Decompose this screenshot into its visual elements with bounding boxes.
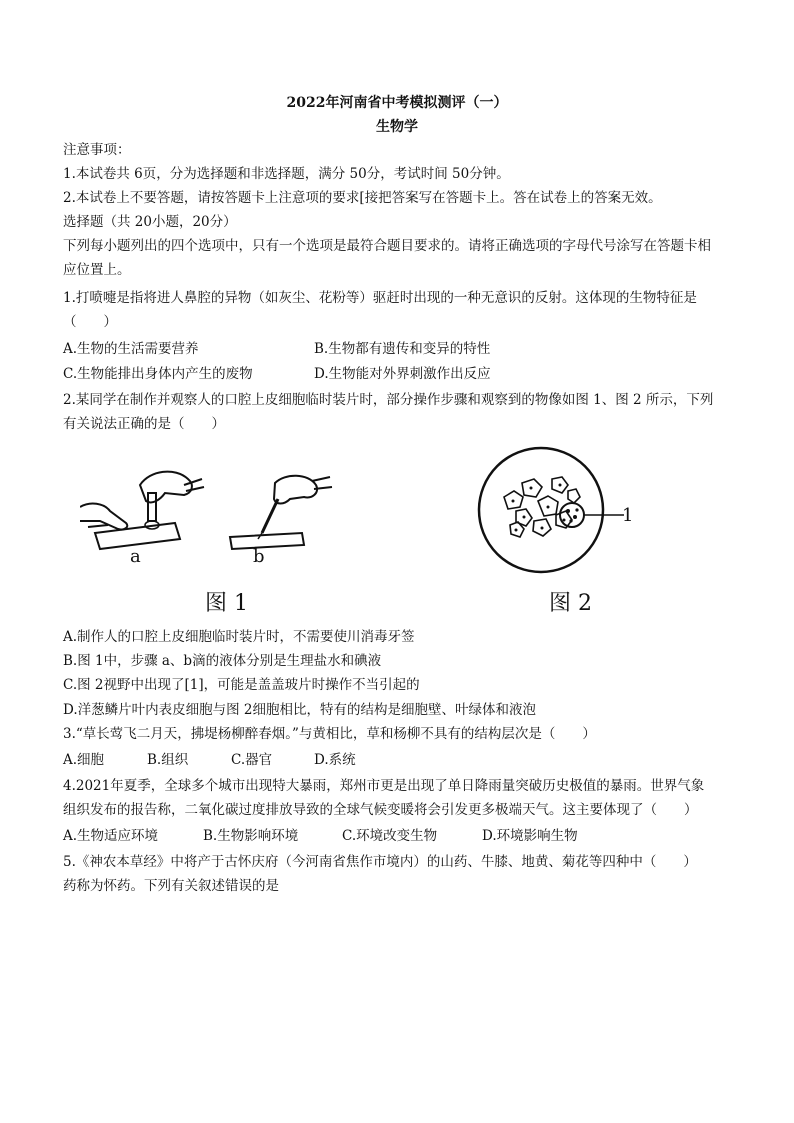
- q1-option-b: B.生物都有遗传和变异的特性: [314, 341, 491, 357]
- figure-2-microscope-view: [476, 445, 646, 575]
- section-heading: 选择题（共 20小题，20分）: [63, 214, 237, 230]
- q3-option-a: A.细胞: [63, 752, 105, 768]
- figure-2-caption: 图 2: [549, 591, 592, 616]
- notes-heading: 注意事项：: [63, 142, 131, 158]
- q5-stem: 5.《神农本草经》中将产于古怀庆府（今河南省焦作市境内）的山药、牛膝、地黄、菊花等四种中（ ）: [63, 854, 697, 870]
- q2-option-d: D.洋葱鳞片叶内表皮细胞与图 2细胞相比，特有的结构是细胞壁、叶绿体和液泡: [63, 702, 537, 718]
- q3-option-d: D.系统: [314, 752, 356, 768]
- figure-1-caption: 图 1: [205, 591, 248, 616]
- exam-subject: 生物学: [376, 119, 418, 135]
- q1-stem-cont: （ ）: [63, 314, 117, 330]
- notes-item-1: 1.本试卷共 6页，分为选择题和非选择题，满分 50分，考试时间 50分钟。: [63, 166, 510, 182]
- figure-2-marker-1: 1: [622, 505, 634, 526]
- q4-option-d: D.环境影响生物: [482, 828, 578, 844]
- q2-option-a: A.制作人的口腔上皮细胞临时装片时，不需要使川消毒牙签: [63, 629, 415, 645]
- q5-stem-cont: 药称为怀药。下列有关叙述错误的是: [63, 878, 279, 894]
- q1-option-c: C.生物能排出身体内产生的废物: [63, 366, 253, 382]
- q4-stem-cont: 组织发布的报告称，二氧化碳过度排放导致的全球气候变暖将会引发更多极端天气。这主要体现了（ ）: [63, 802, 698, 818]
- figure-1-label-a: a: [130, 546, 141, 567]
- q4-stem: 4.2021年夏季，全球多个城市出现特大暴雨，郑州市更是出现了单日降雨量突破历史极值的暴雨。世界气象: [63, 778, 705, 794]
- q3-option-c: C.器官: [231, 752, 273, 768]
- q3-option-b: B.组织: [147, 752, 189, 768]
- q4-option-c: C.环境改变生物: [342, 828, 438, 844]
- q2-option-c: C.图 2视野中出现了[1]，可能是盖盖玻片时操作不当引起的: [63, 677, 420, 693]
- exam-title: 2022年河南省中考模拟测评（一）: [286, 95, 508, 111]
- figure-1-label-b: b: [253, 546, 265, 567]
- section-instruction: 下列每小题列出的四个选项中，只有一个选项是最符合题目要求的。请将正确选项的字母代号涂写在答题卡相: [63, 238, 711, 254]
- q2-option-b: B.图 1中，步骤 a、b滴的液体分别是生理盐水和碘液: [63, 653, 382, 669]
- notes-item-2: 2.本试卷上不要答题，请按答题卡上注意项的要求[接把答案写在答题卡上。答在试卷上的答案无效。: [63, 190, 662, 206]
- q3-stem: 3.“草长莺飞二月天，拂堤杨柳醉春烟。”与黄相比，草和杨柳不具有的结构层次是（ ）: [63, 726, 596, 742]
- q1-stem: 1.打喷嚏是指将进人鼻腔的异物（如灰尘、花粉等）驱赶时出现的一种无意识的反射。这体现的生物特征是: [63, 290, 697, 306]
- figure-1-illustration: [80, 455, 340, 575]
- q1-option-a: A.生物的生活需要营养: [63, 341, 199, 357]
- q2-stem-cont: 有关说法正确的是（ ）: [63, 416, 225, 432]
- q2-stem: 2.某同学在制作并观察人的口腔上皮细胞临时装片时，部分操作步骤和观察到的物像如图 1、图 2 所示，下列: [63, 392, 714, 408]
- q4-option-a: A.生物适应环境: [63, 828, 159, 844]
- section-instruction-cont: 应位置上。: [63, 262, 131, 278]
- q4-option-b: B.生物影响环境: [203, 828, 299, 844]
- q1-option-d: D.生物能对外界刺激作出反应: [314, 366, 491, 382]
